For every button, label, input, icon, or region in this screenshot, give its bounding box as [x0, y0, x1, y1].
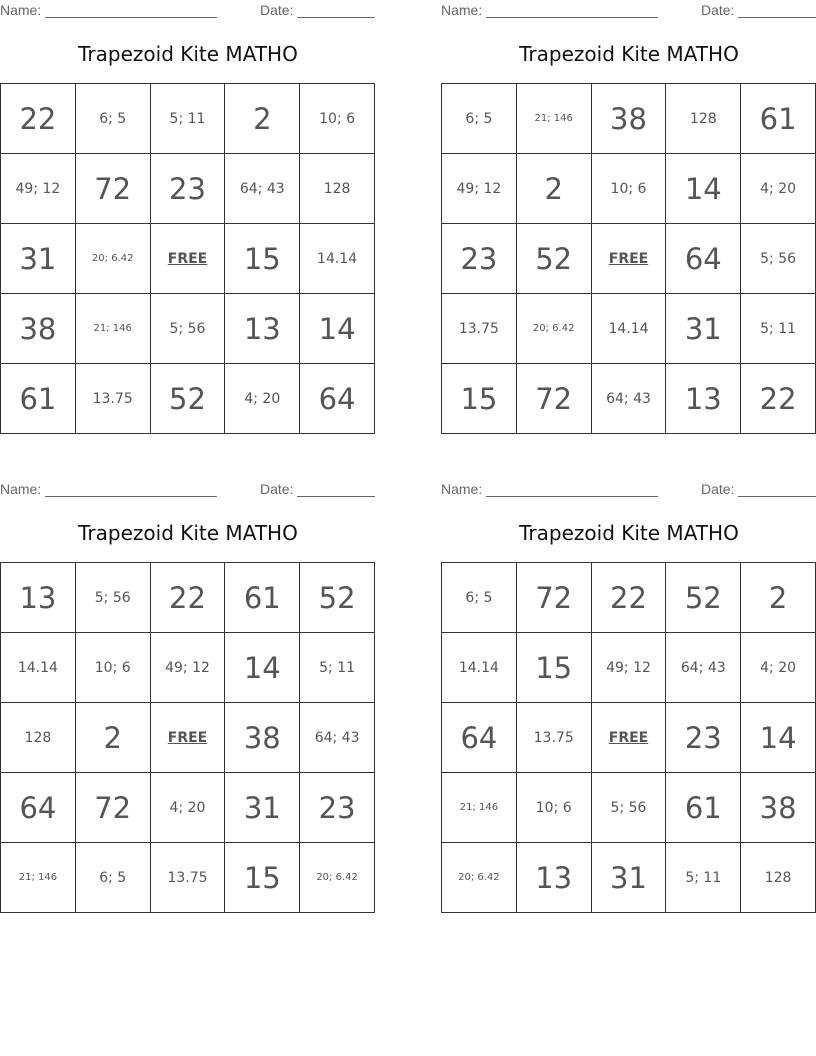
matho-cell: 13.75 [151, 843, 226, 913]
matho-cell: 23 [151, 154, 226, 224]
matho-cell: 22 [151, 563, 226, 633]
free-space: FREE [151, 224, 226, 294]
free-space: FREE [592, 224, 667, 294]
card-title: Trapezoid Kite MATHO [78, 42, 298, 66]
matho-cell: 72 [76, 773, 151, 843]
matho-cell: 52 [300, 563, 375, 633]
name-date-row [441, 481, 816, 499]
matho-cell: 21; 146 [1, 843, 76, 913]
matho-cell: 14 [225, 633, 300, 703]
date-line [297, 2, 375, 18]
matho-card-3 [0, 479, 376, 915]
matho-cell: 5; 11 [300, 633, 375, 703]
matho-cell: 61 [741, 84, 816, 154]
matho-cell: 20; 6.42 [442, 843, 517, 913]
matho-cell: 10; 6 [76, 633, 151, 703]
matho-cell: 22 [1, 84, 76, 154]
matho-cell: 13.75 [517, 703, 592, 773]
matho-cell: 6; 5 [76, 84, 151, 154]
date-label: Date: [260, 2, 294, 18]
matho-cell: 5; 56 [76, 563, 151, 633]
matho-cell: 13 [225, 294, 300, 364]
date-line [738, 481, 816, 497]
matho-cell: 64 [300, 364, 375, 434]
matho-cell: 14 [741, 703, 816, 773]
matho-cell: 15 [225, 224, 300, 294]
matho-cell: 38 [592, 84, 667, 154]
matho-cell: 31 [225, 773, 300, 843]
matho-cell: 10; 6 [300, 84, 375, 154]
matho-cell: 10; 6 [517, 773, 592, 843]
name-line [45, 481, 217, 497]
matho-cell: 61 [1, 364, 76, 434]
matho-grid [441, 83, 816, 434]
matho-cell: 61 [666, 773, 741, 843]
matho-cell: 2 [225, 84, 300, 154]
matho-cell: 64 [666, 224, 741, 294]
name-line [486, 481, 658, 497]
matho-cell: 31 [666, 294, 741, 364]
matho-cell: 49; 12 [442, 154, 517, 224]
matho-cell: 5; 56 [151, 294, 226, 364]
matho-cell: 20; 6.42 [76, 224, 151, 294]
matho-cell: 22 [592, 563, 667, 633]
matho-cell: 31 [1, 224, 76, 294]
matho-cell: 4; 20 [225, 364, 300, 434]
matho-cell: 15 [517, 633, 592, 703]
matho-cell: 4; 20 [741, 154, 816, 224]
matho-cell: 72 [517, 364, 592, 434]
matho-cell: 128 [741, 843, 816, 913]
matho-cell: 2 [76, 703, 151, 773]
matho-cell: 21; 146 [517, 84, 592, 154]
card-title: Trapezoid Kite MATHO [519, 521, 739, 545]
name-date-row [0, 2, 376, 20]
matho-grid [441, 562, 816, 913]
matho-cell: 15 [442, 364, 517, 434]
matho-cell: 5; 11 [151, 84, 226, 154]
matho-cell: 20; 6.42 [300, 843, 375, 913]
matho-cell: 128 [1, 703, 76, 773]
matho-cell: 5; 56 [592, 773, 667, 843]
matho-cell: 13.75 [442, 294, 517, 364]
name-label: Name: [441, 2, 483, 18]
matho-cell: 10; 6 [592, 154, 667, 224]
card-title: Trapezoid Kite MATHO [519, 42, 739, 66]
matho-cell: 64; 43 [300, 703, 375, 773]
date-label: Date: [701, 481, 735, 497]
matho-cell: 13 [517, 843, 592, 913]
matho-cell: 15 [225, 843, 300, 913]
matho-cell: 38 [1, 294, 76, 364]
matho-cell: 23 [442, 224, 517, 294]
matho-cell: 64; 43 [592, 364, 667, 434]
name-label: Name: [0, 481, 42, 497]
matho-cell: 128 [300, 154, 375, 224]
name-line [486, 2, 658, 18]
date-label: Date: [260, 481, 294, 497]
matho-cell: 13 [666, 364, 741, 434]
matho-card-4 [441, 479, 816, 915]
matho-cell: 52 [517, 224, 592, 294]
matho-cell: 4; 20 [151, 773, 226, 843]
matho-cell: 6; 5 [442, 84, 517, 154]
matho-cell: 14.14 [592, 294, 667, 364]
matho-cell: 52 [666, 563, 741, 633]
name-label: Name: [0, 2, 42, 18]
matho-cell: 20; 6.42 [517, 294, 592, 364]
matho-cell: 72 [517, 563, 592, 633]
matho-cell: 21; 146 [442, 773, 517, 843]
matho-cell: 23 [300, 773, 375, 843]
matho-cell: 2 [517, 154, 592, 224]
matho-cell: 4; 20 [741, 633, 816, 703]
matho-cell: 49; 12 [1, 154, 76, 224]
matho-cell: 2 [741, 563, 816, 633]
matho-cell: 23 [666, 703, 741, 773]
matho-cell: 64; 43 [666, 633, 741, 703]
date-line [297, 481, 375, 497]
free-space: FREE [151, 703, 226, 773]
matho-cell: 64 [1, 773, 76, 843]
matho-cell: 13 [1, 563, 76, 633]
matho-grid [0, 83, 375, 434]
matho-cell: 21; 146 [76, 294, 151, 364]
matho-cell: 49; 12 [592, 633, 667, 703]
name-date-row [441, 2, 816, 20]
matho-cell: 13.75 [76, 364, 151, 434]
matho-cell: 64; 43 [225, 154, 300, 224]
matho-cell: 38 [225, 703, 300, 773]
matho-cell: 14.14 [442, 633, 517, 703]
matho-cell: 6; 5 [442, 563, 517, 633]
matho-card-2 [441, 0, 816, 436]
date-line [738, 2, 816, 18]
matho-cell: 52 [151, 364, 226, 434]
matho-cell: 5; 11 [741, 294, 816, 364]
matho-cell: 128 [666, 84, 741, 154]
matho-cell: 5; 11 [666, 843, 741, 913]
matho-cell: 31 [592, 843, 667, 913]
matho-cell: 6; 5 [76, 843, 151, 913]
matho-cell: 14.14 [300, 224, 375, 294]
matho-cell: 14 [666, 154, 741, 224]
matho-cell: 64 [442, 703, 517, 773]
matho-grid [0, 562, 375, 913]
matho-cell: 61 [225, 563, 300, 633]
name-date-row [0, 481, 376, 499]
matho-cell: 72 [76, 154, 151, 224]
matho-cell: 5; 56 [741, 224, 816, 294]
matho-cell: 14 [300, 294, 375, 364]
matho-cell: 22 [741, 364, 816, 434]
free-space: FREE [592, 703, 667, 773]
date-label: Date: [701, 2, 735, 18]
matho-cell: 38 [741, 773, 816, 843]
matho-card-1 [0, 0, 376, 436]
matho-cell: 49; 12 [151, 633, 226, 703]
name-line [45, 2, 217, 18]
name-label: Name: [441, 481, 483, 497]
matho-cell: 14.14 [1, 633, 76, 703]
card-title: Trapezoid Kite MATHO [78, 521, 298, 545]
